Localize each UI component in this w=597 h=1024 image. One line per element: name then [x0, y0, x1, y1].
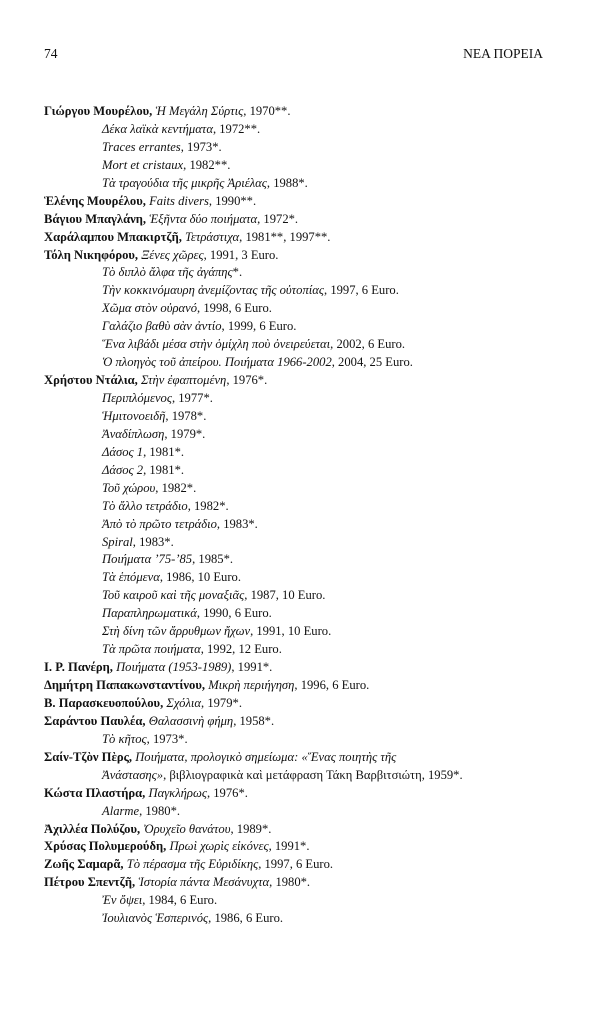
bibliography-subentry — [44, 623, 567, 641]
publication-details: , 1988*. — [266, 175, 308, 190]
work-title: Ἱστορία πάντα Μεσάνυχτα — [138, 875, 270, 890]
bibliography-subentry — [44, 803, 567, 821]
publication-details: , 1992, 12 Euro. — [200, 642, 282, 657]
work-title: Traces errantes — [102, 139, 181, 154]
bibliography-subentry — [44, 534, 567, 552]
work-title: Ἡ Μεγάλη Σύρτις — [155, 104, 244, 118]
bibliography-entry — [44, 695, 567, 713]
work-title: Στὴν ἐφαπτομένη — [140, 373, 227, 388]
work-title: Ἕνα λιβάδι μέσα στὴν ὁμίχλη ποὺ ὀνειρεύεται — [102, 337, 331, 352]
work-title: Στὴ δίνη τῶν ἄρρυθμων ἤχων — [102, 624, 251, 639]
work-title: Τὸ κῆτος — [102, 731, 147, 746]
bibliography-subentry — [44, 408, 567, 426]
bibliography-entry — [44, 856, 567, 874]
bibliography-subentry — [44, 354, 567, 372]
bibliography-entry — [44, 838, 567, 856]
publication-details: , 1997, 6 Euro. — [258, 857, 334, 872]
publication-details: , 1989*. — [230, 821, 272, 836]
author-name: Βάγιου Μπαγλάνη, — [44, 211, 147, 226]
publication-details: , 1985*. — [192, 552, 234, 567]
bibliography-subentry — [44, 767, 567, 785]
bibliography-subentry — [44, 498, 567, 516]
work-title: Τὸ ἄλλο τετράδιο — [102, 498, 188, 513]
bibliography-subentry — [44, 444, 567, 462]
bibliography-entry — [44, 229, 567, 247]
publication-details: , 1979*. — [201, 695, 242, 710]
bibliography-subentry — [44, 910, 567, 928]
work-title: Ἐν ὄψει — [102, 893, 143, 908]
bibliography-subentry — [44, 264, 567, 282]
publication-details: , 1977*. — [171, 391, 213, 405]
publication-details: , 1982*. — [155, 480, 197, 495]
work-title: Ὁ πλοηγὸς τοῦ ἀπείρου. Ποιήματα 1966-2002 — [102, 355, 332, 370]
bibliography-subentry — [44, 336, 567, 354]
publication-details: , 1981**, 1997**. — [239, 229, 331, 244]
publication-details: , 1983*. — [216, 516, 258, 531]
publication-details: , 1958*. — [233, 713, 275, 728]
work-title: Τοῦ καιροῦ καὶ τῆς μοναξιᾶς — [102, 588, 245, 603]
bibliography-subentry — [44, 462, 567, 480]
work-title: Τὴν κοκκινόμαυρη ἀνεμίζοντας τῆς οὐτοπίας — [102, 283, 325, 298]
author-name: Κώστα Πλαστήρα, — [44, 785, 146, 800]
bibliography-subentry — [44, 605, 567, 623]
publication-details: , 1983*. — [132, 534, 174, 549]
work-title: Τὰ τραγούδια τῆς μικρῆς Ἀριέλας — [102, 175, 267, 190]
work-title: Ἰουλιανὸς Ἑσπερινός — [102, 911, 209, 926]
bibliography-entry — [44, 874, 567, 892]
bibliography-entry — [44, 103, 567, 121]
work-title: Spiral — [102, 534, 133, 549]
work-title: Ποιήματα, προλογικὸ σημείωμα: «Ἕνας ποιητὴς τῆς — [135, 749, 397, 764]
bibliography-entry — [44, 677, 567, 695]
publication-details: , 1970**. — [243, 104, 291, 118]
bibliography-subentry — [44, 390, 567, 408]
work-title: Μικρὴ περιήγηση — [208, 678, 295, 692]
work-title: Δάσος 2 — [102, 462, 144, 477]
author-name: Ι. Ρ. Πανέρη, — [44, 660, 113, 675]
publication-details: , 1973*. — [146, 731, 188, 746]
bibliography-entry — [44, 785, 567, 803]
work-title: Τετράστιχα — [185, 229, 240, 244]
bibliography-entry — [44, 372, 567, 390]
publication-details: , 1984, 6 Euro. — [142, 893, 218, 908]
publication-details: , 1997, 6 Euro. — [324, 283, 399, 298]
author-name: Σαράντου Παυλέα, — [44, 713, 146, 728]
bibliography-subentry — [44, 175, 567, 193]
publication-details: , 1979*. — [164, 426, 206, 441]
work-title: Τὸ πέρασμα τῆς Εὐριδίκης — [126, 857, 259, 872]
bibliography-entry — [44, 211, 567, 229]
bibliography-entry — [44, 821, 567, 839]
publication-details: , 1982*. — [187, 498, 229, 513]
bibliography-subentry — [44, 318, 567, 336]
bibliography-subentry — [44, 426, 567, 444]
publication-details: , 1999, 6 Euro. — [221, 319, 297, 334]
author-name: Σαίν-Τζὸν Πὲρς, — [44, 749, 133, 764]
publication-details: , 1991*. — [231, 660, 273, 675]
author-name: Πέτρου Σπεντζῆ, — [44, 875, 136, 890]
work-title: Mort et cristaux — [102, 157, 184, 172]
publication-details: , 1976*. — [206, 785, 248, 800]
publication-details: , 1972**. — [212, 121, 261, 136]
work-title: Faits divers — [149, 193, 209, 208]
publication-details: , 1990, 6 Euro. — [196, 606, 272, 621]
work-title: Χῶμα στὸν οὐρανό — [102, 301, 198, 316]
work-title: Σχόλια — [166, 695, 202, 710]
bibliography-subentry — [44, 641, 567, 659]
publication-details: , 1972*. — [257, 211, 299, 226]
bibliography-subentry — [44, 587, 567, 605]
work-title: Ὀρυχεῖο θανάτου — [143, 821, 231, 836]
publication-details: , 1980*. — [269, 875, 311, 890]
publication-details: , 1980*. — [139, 803, 181, 818]
work-title: Ἑξῆντα δύο ποιήματα — [149, 211, 258, 226]
bibliography-subentry — [44, 300, 567, 318]
work-title: Ἀνάστασης» — [102, 767, 164, 782]
work-title: Τοῦ χώρου — [102, 480, 156, 495]
work-title: Alarme — [102, 803, 140, 818]
work-title: Ἀναδίπλωση — [102, 426, 165, 441]
author-name: Δημήτρη Παπακωνσταντίνου, — [44, 678, 206, 692]
publication-details: , βιβλιογραφικὰ καὶ μετάφραση Τάκη Βαρβιτσιώτη, 1959*. — [163, 767, 463, 782]
work-title: Πρωὶ χωρὶς εἰκόνες — [169, 839, 269, 854]
work-title: Παγκλήρως — [148, 785, 207, 800]
publication-details: *. — [232, 265, 243, 280]
running-title: ΝΕΑ ΠΟΡΕΙΑ — [463, 46, 543, 61]
publication-details: , 1991, 10 Euro. — [250, 624, 332, 639]
bibliography-list — [44, 103, 567, 928]
publication-details: , 1987, 10 Euro. — [244, 588, 326, 603]
author-name: Χρήστου Ντάλια, — [44, 373, 138, 388]
bibliography-entry — [44, 713, 567, 731]
work-title: Δέκα λαϊκὰ κεντήματα — [102, 121, 213, 136]
publication-details: , 2002, 6 Euro. — [330, 337, 406, 352]
author-name: Ἑλένης Μουρέλου, — [44, 193, 146, 208]
publication-details: , 1998, 6 Euro. — [197, 301, 272, 316]
work-title: Τὰ πρῶτα ποιήματα — [102, 642, 201, 657]
publication-details: , 1996, 6 Euro. — [294, 678, 370, 692]
bibliography-entry — [44, 247, 567, 265]
bibliography-subentry — [44, 569, 567, 587]
page-number: 74 — [44, 46, 58, 61]
bibliography-subentry — [44, 551, 567, 569]
work-title: Παραπληρωματικά — [102, 606, 197, 621]
author-name: Χαράλαμπου Μπακιρτζῆ, — [44, 229, 182, 244]
publication-details: , 1981*. — [143, 444, 185, 459]
bibliography-subentry — [44, 121, 567, 139]
publication-details: , 1986, 10 Euro. — [159, 570, 241, 585]
bibliography-subentry — [44, 892, 567, 910]
author-name: Γιώργου Μουρέλου, — [44, 104, 153, 118]
author-name: Χρύσας Πολυμερούδη, — [44, 839, 167, 854]
work-title: Τὰ ἑπόμενα — [102, 570, 160, 585]
bibliography-entry — [44, 749, 567, 767]
work-title: Ποιήματα (1953-1989) — [116, 660, 232, 675]
publication-details: , 1990**. — [208, 193, 257, 208]
publication-details: , 1991, 3 Euro. — [203, 247, 279, 262]
page-header — [44, 46, 543, 62]
work-title: Ξένες χῶρες — [141, 247, 204, 262]
author-name: Ζωῆς Σαμαρᾶ, — [44, 857, 124, 872]
publication-details: , 1982**. — [183, 157, 231, 172]
publication-details: , 2004, 25 Euro. — [331, 355, 413, 370]
publication-details: , 1986, 6 Euro. — [208, 911, 284, 926]
publication-details: , 1973*. — [180, 139, 222, 154]
author-name: Ἀχιλλέα Πολύζου, — [44, 821, 141, 836]
work-title: Περιπλόμενος — [102, 391, 172, 405]
work-title: Γαλάζιο βαθὺ σὰν ἀντίο — [102, 319, 222, 334]
author-name: Β. Παρασκευοπούλου, — [44, 695, 164, 710]
bibliography-subentry — [44, 282, 567, 300]
work-title: Τὸ διπλὸ ἄλφα τῆς ἀγάπης — [102, 265, 233, 280]
bibliography-subentry — [44, 516, 567, 534]
publication-details: , 1976*. — [226, 373, 268, 388]
bibliography-subentry — [44, 157, 567, 175]
work-title: Ἀπὸ τὸ πρῶτο τετράδιο — [102, 516, 217, 531]
work-title: Θαλασσινὴ φήμη — [148, 713, 234, 728]
bibliography-subentry — [44, 480, 567, 498]
publication-details: , 1981*. — [143, 462, 185, 477]
bibliography-entry — [44, 659, 567, 677]
work-title: Δάσος 1 — [102, 444, 144, 459]
publication-details: , 1978*. — [165, 408, 207, 423]
bibliography-entry — [44, 193, 567, 211]
author-name: Τόλη Νικηφόρου, — [44, 247, 139, 262]
bibliography-subentry — [44, 139, 567, 157]
publication-details: , 1991*. — [268, 839, 310, 854]
bibliography-subentry — [44, 731, 567, 749]
work-title: Ποιήματα ’75-’85 — [102, 552, 193, 567]
work-title: Ἡμιτονοειδῆ — [102, 408, 166, 423]
